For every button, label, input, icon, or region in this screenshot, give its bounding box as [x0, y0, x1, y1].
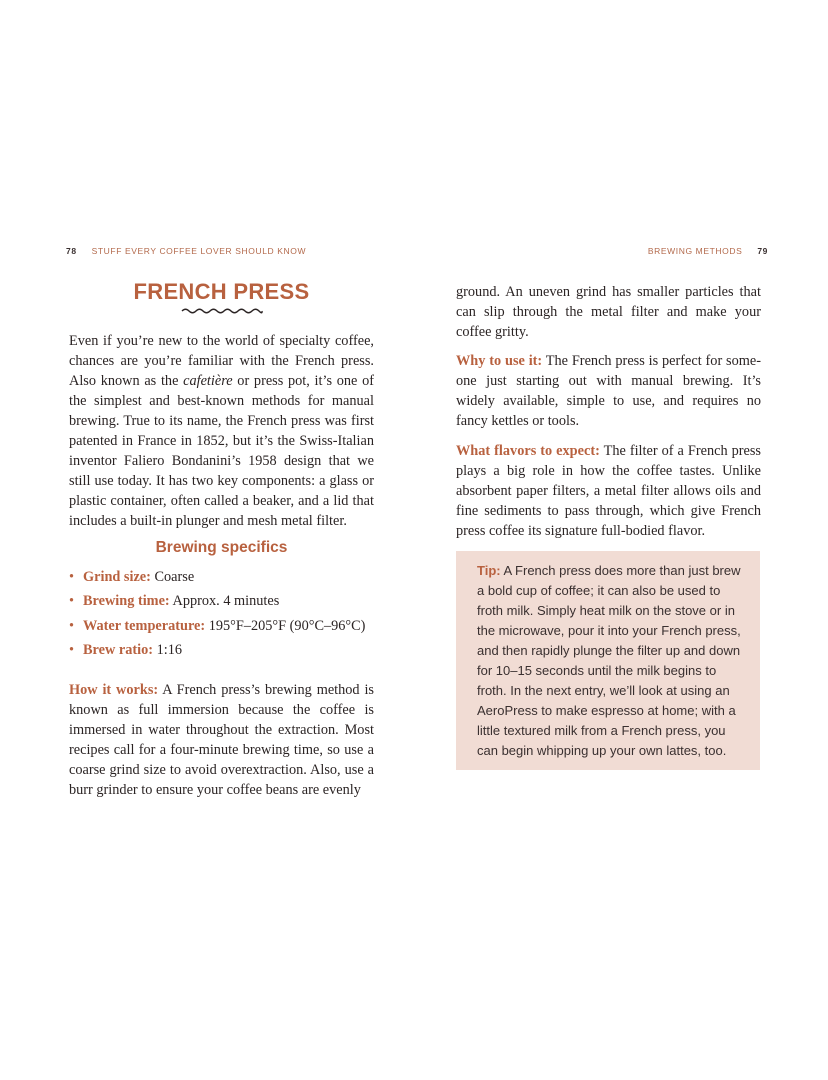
bullet-dot-icon: •	[69, 617, 75, 634]
right-running-head	[648, 246, 768, 256]
right-page-number: 79	[757, 246, 768, 256]
left-page-number: 78	[66, 246, 77, 256]
flavors-text: The filter of a French press plays a big role in how the coffee tastes. Unlike absorbent paper filters, a metal filter allows oils and fine sediments to pass through, which give French press coffee its signature full-bodied flavor.	[456, 443, 761, 539]
spec-value: Coarse	[150, 569, 195, 585]
list-item	[69, 616, 374, 640]
left-running-head	[66, 246, 306, 256]
spec-label: Brew ratio:	[83, 641, 154, 658]
spec-label: Brewing time:	[83, 593, 170, 610]
how-it-works-label: How it works:	[69, 682, 159, 698]
why-to-use-paragraph	[456, 351, 761, 431]
intro-paragraph	[69, 331, 374, 531]
flavors-label: What flavors to expect:	[456, 443, 600, 459]
how-it-works-paragraph	[69, 680, 374, 800]
why-to-use-text: The French press is perfect for someone just starting out with manual brewing. It’s widely available, simple to use, and requires no fancy kettles or tools.	[456, 353, 761, 429]
chapter-title: FRENCH PRESS	[133, 279, 310, 304]
intro-text-part2: or press pot, it’s one of the simplest and best-known methods for manual brewing. True to its name, the French press was first patented in France in 1852, but it’s the Swiss-Italian inventor Faliero Bondanini’s 1958 design that we still use today. It has two key components: a glass or plastic container, often called a beaker, and a lid that includes a built-in plunger and mesh metal filter.	[69, 373, 374, 529]
bullet-dot-icon: •	[69, 593, 75, 610]
why-to-use-label: Why to use it:	[456, 353, 543, 369]
tip-label: Tip:	[477, 563, 501, 578]
spec-value: 1:16	[153, 641, 183, 658]
left-running-title: STUFF EVERY COFFEE LOVER SHOULD KNOW	[91, 246, 307, 256]
list-item	[69, 640, 374, 664]
list-item	[69, 591, 374, 615]
flavors-paragraph	[456, 441, 761, 541]
intro-italic-term: cafetière	[183, 373, 233, 389]
brewing-specifics-heading: Brewing specifics	[155, 539, 288, 556]
continued-paragraph: ground. An uneven grind has smaller particles that can slip through the metal filter and make your coffee gritty.	[456, 284, 761, 340]
intro-text-part1: Even if you’re new to the world of specialty coffee, chances are you’re familiar with the French press. Also known as the	[69, 333, 374, 389]
how-it-works-text: A French press’s brewing method is known as full immersion because the coffee is immersed in water throughout the extraction. Most recipes call for a four-minute brewing time, so use a coarse grind size to avoid overextraction. Also, use a burr grinder to ensure your coffee beans are evenly	[69, 682, 374, 798]
tip-paragraph	[477, 561, 742, 761]
spec-label: Grind size:	[83, 569, 151, 585]
tip-text: A French press does more than just brew a bold cup of coffee; it can also be used to froth milk. Simply heat milk on the stove or in the microwave, pour it into your French press, and then rapidly plunge the filter up and down for 10–15 seconds until the milk begins to froth. In the next entry, we’ll look at using an AeroPress to make espresso at home; with a little textured milk from a French press, you can begin whipping up your own lattes, too.	[477, 563, 741, 758]
right-running-title: BREWING METHODS	[647, 246, 743, 256]
bullet-dot-icon: •	[69, 641, 75, 658]
spec-label: Water temperature:	[83, 617, 206, 634]
bullet-dot-icon: •	[69, 569, 75, 585]
list-item	[69, 567, 374, 591]
spec-value: 195°F–205°F (90°C–96°C)	[205, 617, 366, 634]
brewing-specifics-list	[69, 567, 374, 664]
tip-box	[456, 551, 760, 770]
wavy-line-ornament-icon	[181, 307, 263, 315]
spec-value: Approx. 4 minutes	[169, 593, 280, 610]
